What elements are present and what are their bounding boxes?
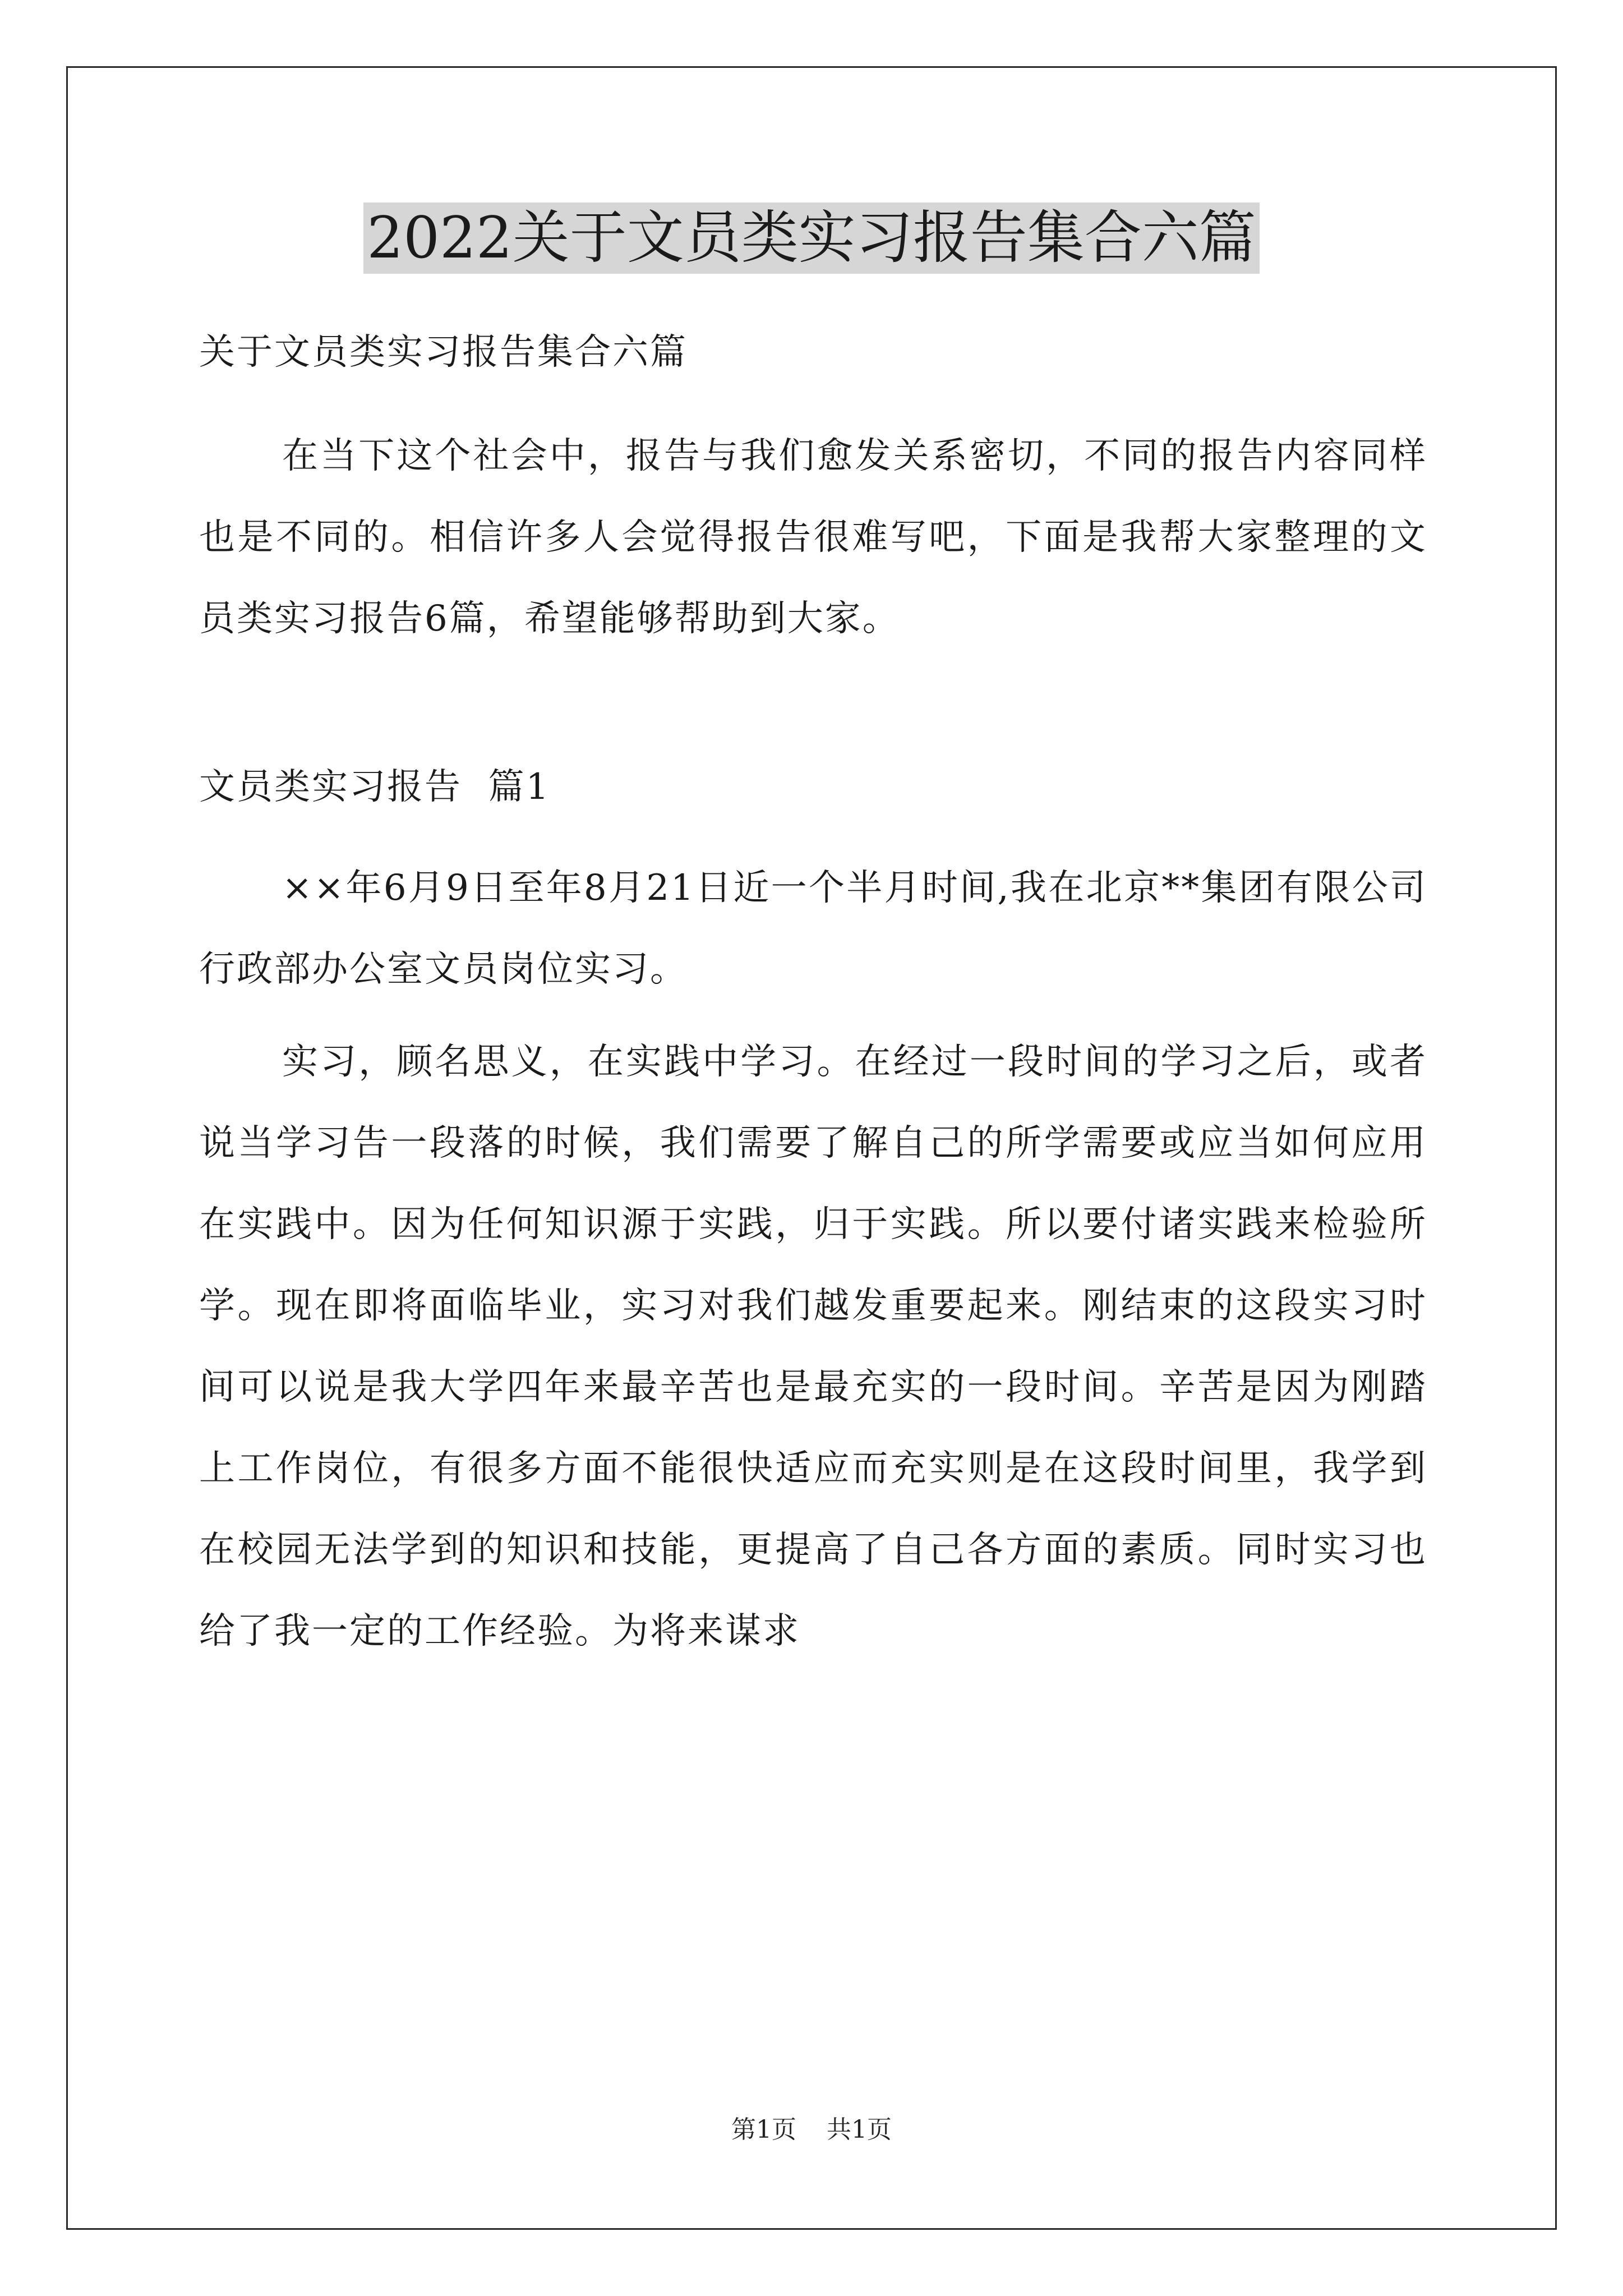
section-heading: 文员类实习报告 篇1 xyxy=(199,766,551,808)
intro-paragraph: 在当下这个社会中，报告与我们愈发关系密切，不同的报告内容同样也是不同的。相信许多人会觉得报告很难写吧，下面是我帮大家整理的文员类实习报告6篇，希望能够帮助到大家。 xyxy=(199,435,1427,639)
document-body xyxy=(199,312,1427,1672)
document-title xyxy=(0,202,1623,275)
page-total: 共1页 xyxy=(827,2115,892,2144)
body-paragraph-1: ××年6月9日至年8月21日近一个半月时间,我在北京**集团有限公司行政部办公室文员岗位实习。 xyxy=(199,867,1427,990)
page-footer xyxy=(0,2109,1623,2145)
page-number: 第1页 xyxy=(731,2115,796,2144)
document-subtitle: 关于文员类实习报告集合六篇 xyxy=(199,332,688,373)
section-spacer xyxy=(199,660,1427,747)
body-paragraph-2: 实习，顾名思义，在实践中学习。在经过一段时间的学习之后，或者说当学习告一段落的时候，我们需要了解自己的所学需要或应当如何应用在实践中。因为任何知识源于实践，归于实践。所以要付诸实践来检验所学。现在即将面临毕业，实习对我们越发重要起来。刚结束的这段实习时间可以说是我大学四年来最辛苦也是最充实的一段时间。辛苦是因为刚踏上工作岗位，有很多方面不能很快适应而充实则是在这段时间里，我学到在校园无法学到的知识和技能，更提高了自己各方面的素质。同时实习也给了我一定的工作经验。为将来谋求 xyxy=(199,1041,1427,1652)
document-title-text: 2022关于文员类实习报告集合六篇 xyxy=(363,203,1260,274)
